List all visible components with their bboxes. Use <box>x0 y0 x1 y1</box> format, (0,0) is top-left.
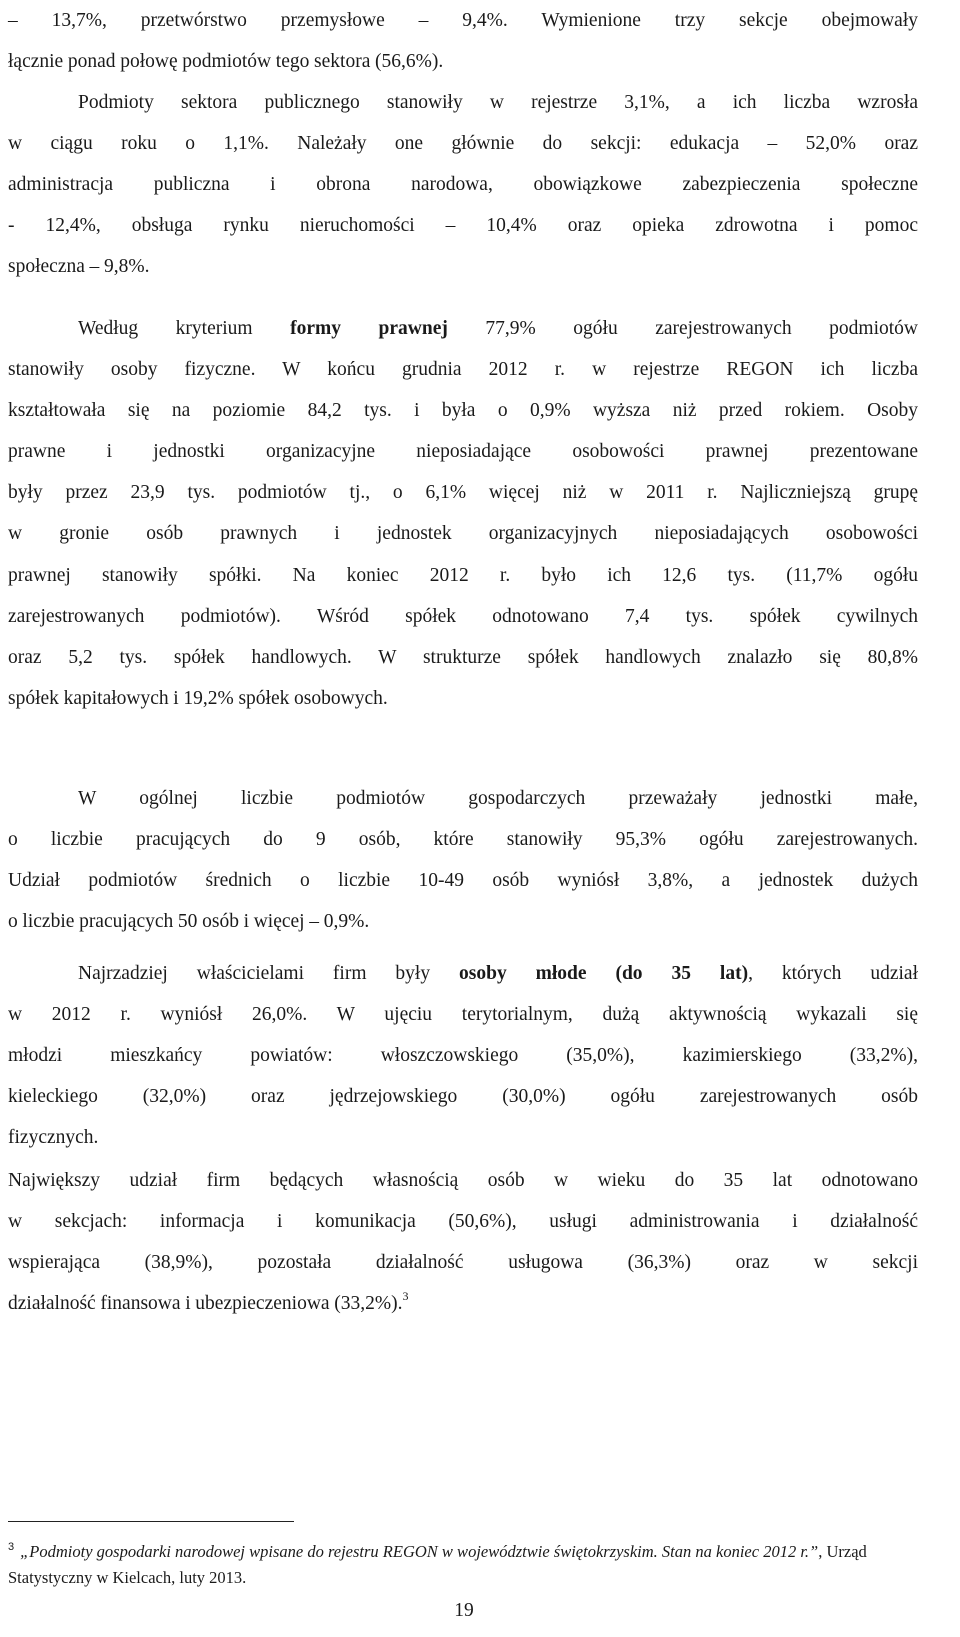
text-line: były przez 23,9 tys. podmiotów tj., o 6,1% więcej niż w 2011 r. Najliczniejszą grupę <box>8 482 918 504</box>
text-line: Podmioty sektora publicznego stanowiły w rejestrze 3,1%, a ich liczba wzrosła <box>78 92 918 113</box>
text-line: prawne i jednostki organizacyjne nieposiadające osobowości prawnej prezentowane <box>8 441 918 463</box>
footnote <box>8 1534 908 1591</box>
text-line: administracja publiczna i obrona narodowa, obowiązkowe zabezpieczenia społeczne <box>8 174 918 196</box>
text-line: w gronie osób prawnych i jednostek organizacyjnych nieposiadających osobowości <box>8 523 918 545</box>
footnote-source-title: „Podmioty gospodarki narodowej wpisane do rejestru REGON w województwie świętokrzyskim. Stan na koniec 2012 r.” <box>20 1542 819 1561</box>
text-line: w 2012 r. wyniósł 26,0%. W ujęciu terytorialnym, dużą aktywnością wykazali się <box>8 1004 918 1026</box>
footnote-separator <box>8 1521 294 1522</box>
text-line: - 12,4%, obsługa rynku nieruchomości – 10,4% oraz opieka zdrowotna i pomoc <box>8 215 918 237</box>
bold-term-legal-form: formy prawnej <box>290 318 448 339</box>
text-line <box>8 953 918 994</box>
text-line: o liczbie pracujących 50 osób i więcej – 0,9%. <box>8 911 370 933</box>
text-line: – 13,7%, przetwórstwo przemysłowe – 9,4%. Wymienione trzy sekcje obejmowały <box>8 10 918 31</box>
text-line: Największy udział firm będących własnością osób w wieku do 35 lat odnotowano <box>8 1170 918 1191</box>
text-line: o liczbie pracujących do 9 osób, które stanowiły 95,3% ogółu zarejestrowanych. <box>8 829 918 851</box>
text-line: prawnej stanowiły spółki. Na koniec 2012 r. było ich 12,6 tys. (11,7% ogółu <box>8 564 918 586</box>
footnote-source-publisher: , Urząd Statystyczny w Kielcach, luty 2013. <box>8 1542 867 1587</box>
text-line <box>8 308 918 349</box>
text-line: w sekcjach: informacja i komunikacja (50,6%), usługi administrowania i działalność <box>8 1211 918 1233</box>
paragraph-young-owners-sections <box>8 1160 918 1324</box>
footnote-reference[interactable]: 3 <box>402 1289 409 1304</box>
text-line: młodzi mieszkańcy powiatów: włoszczowskiego (35,0%), kazimierskiego (33,2%), <box>8 1045 918 1067</box>
paragraph-company-size <box>8 778 918 942</box>
text-line: kształtowała się na poziomie 84,2 tys. i była o 0,9% wyższa niż przed rokiem. Osoby <box>8 400 918 422</box>
text-line: Udział podmiotów średnich o liczbie 10-49 osób wyniósł 3,8%, a jednostek dużych <box>8 870 918 892</box>
text-line: oraz 5,2 tys. spółek handlowych. W strukturze spółek handlowych znalazło się 80,8% <box>8 646 918 668</box>
footnote-number: 3 <box>8 1541 15 1553</box>
text-line: zarejestrowanych podmiotów). Wśród spółek odnotowano 7,4 tys. spółek cywilnych <box>8 605 918 627</box>
bold-term-young-people: osoby młode (do 35 lat) <box>459 963 749 984</box>
paragraph-public-sector <box>8 82 918 287</box>
paragraph-legal-form <box>8 308 918 719</box>
text-line: wspierająca (38,9%), pozostała działalność usługowa (36,3%) oraz w sekcji <box>8 1252 918 1274</box>
text-run: Najrzadziej właścicielami firm były <box>78 963 460 984</box>
text-line: łącznie ponad połowę podmiotów tego sektora (56,6%). <box>8 51 444 73</box>
text-line: kieleckiego (32,0%) oraz jędrzejowskiego (30,0%) ogółu zarejestrowanych osób <box>8 1086 918 1108</box>
text-run: , których udział <box>748 963 919 984</box>
text-run: 77,9% ogółu zarejestrowanych podmiotów <box>447 318 918 339</box>
page-number: 19 <box>454 1600 474 1621</box>
paragraph-sectors-continued <box>8 0 918 82</box>
text-line: społeczna – 9,8%. <box>8 256 150 278</box>
text-line: fizycznych. <box>8 1127 99 1149</box>
text-line: w ciągu roku o 1,1%. Należały one głównie do sekcji: edukacja – 52,0% oraz <box>8 133 918 155</box>
text-run: działalność finansowa i ubezpieczeniowa (33,2%). <box>8 1293 403 1315</box>
text-line: W ogólnej liczbie podmiotów gospodarczych przeważały jednostki małe, <box>78 788 918 809</box>
text-line: stanowiły osoby fizyczne. W końcu grudnia 2012 r. w rejestrze REGON ich liczba <box>8 359 918 381</box>
text-run: Według kryterium <box>78 318 291 339</box>
paragraph-young-owners <box>8 953 918 1158</box>
text-line: spółek kapitałowych i 19,2% spółek osobowych. <box>8 687 388 709</box>
text-line <box>8 1283 918 1324</box>
